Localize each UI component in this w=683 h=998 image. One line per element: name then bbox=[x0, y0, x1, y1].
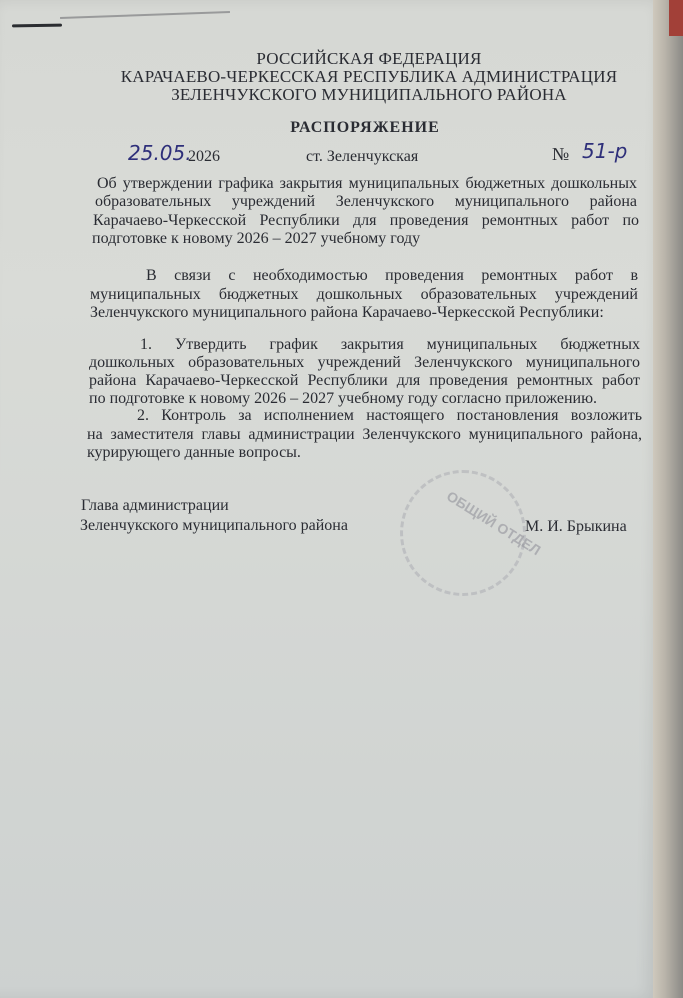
date-handwritten: 25.05. bbox=[128, 141, 192, 165]
subject-line: Карачаево-Черкесской Республики для проведения ремонтных работ по bbox=[93, 212, 639, 229]
subject-line: подготовке к новому 2026 – 2027 учебному году bbox=[92, 230, 421, 247]
header-line-1: РОССИЙСКАЯ ФЕДЕРАЦИЯ bbox=[256, 49, 482, 68]
item-2-line: курирующего данные вопросы. bbox=[87, 444, 301, 461]
preamble-line: Зеленчукского муниципального района Карачаево-Черкесской Республики: bbox=[90, 304, 604, 321]
number-sign: № bbox=[552, 144, 570, 164]
item-1-line: 1. Утвердить график закрытия муниципальных бюджетных bbox=[140, 336, 640, 353]
signature-name: М. И. Брыкина bbox=[525, 518, 627, 535]
signature-position-2: Зеленчукского муниципального района bbox=[80, 517, 348, 534]
number-handwritten: 51-р bbox=[582, 139, 628, 163]
place: ст. Зеленчукская bbox=[306, 148, 419, 165]
item-1-line: дошкольных образовательных учреждений Зеленчукского муниципального bbox=[89, 354, 640, 371]
document-title: РАСПОРЯЖЕНИЕ bbox=[290, 119, 440, 136]
item-1-line: района Карачаево-Черкесской Республики для проведения ремонтных работ bbox=[89, 372, 640, 389]
subject-line: Об утверждении графика закрытия муниципальных бюджетных дошкольных bbox=[97, 175, 637, 192]
stamp-text: ОБЩИЙ ОТДЕЛ bbox=[443, 487, 544, 559]
date-year: 2026 bbox=[188, 148, 220, 165]
header-line-3: ЗЕЛЕНЧУКСКОГО МУНИЦИПАЛЬНОГО РАЙОНА bbox=[171, 85, 567, 104]
header-line-2: КАРАЧАЕВО-ЧЕРКЕССКАЯ РЕСПУБЛИКА АДМИНИСТРАЦИЯ bbox=[120, 67, 618, 86]
preamble-line: муниципальных бюджетных дошкольных образовательных учреждений bbox=[90, 286, 638, 303]
item-1-line: по подготовке к новому 2026 – 2027 учебному году согласно приложению. bbox=[89, 390, 598, 407]
red-corner bbox=[669, 0, 683, 36]
subject-line: образовательных учреждений Зеленчукского муниципального района bbox=[95, 193, 637, 210]
preamble-line: В связи с необходимостью проведения ремонтных работ в bbox=[146, 267, 638, 284]
signature-position-1: Глава администрации bbox=[81, 497, 229, 514]
item-2-line: 2. Контроль за исполнением настоящего постановления возложить bbox=[137, 407, 642, 424]
item-2-line: на заместителя главы администрации Зеленчукского муниципального района, bbox=[87, 426, 642, 443]
